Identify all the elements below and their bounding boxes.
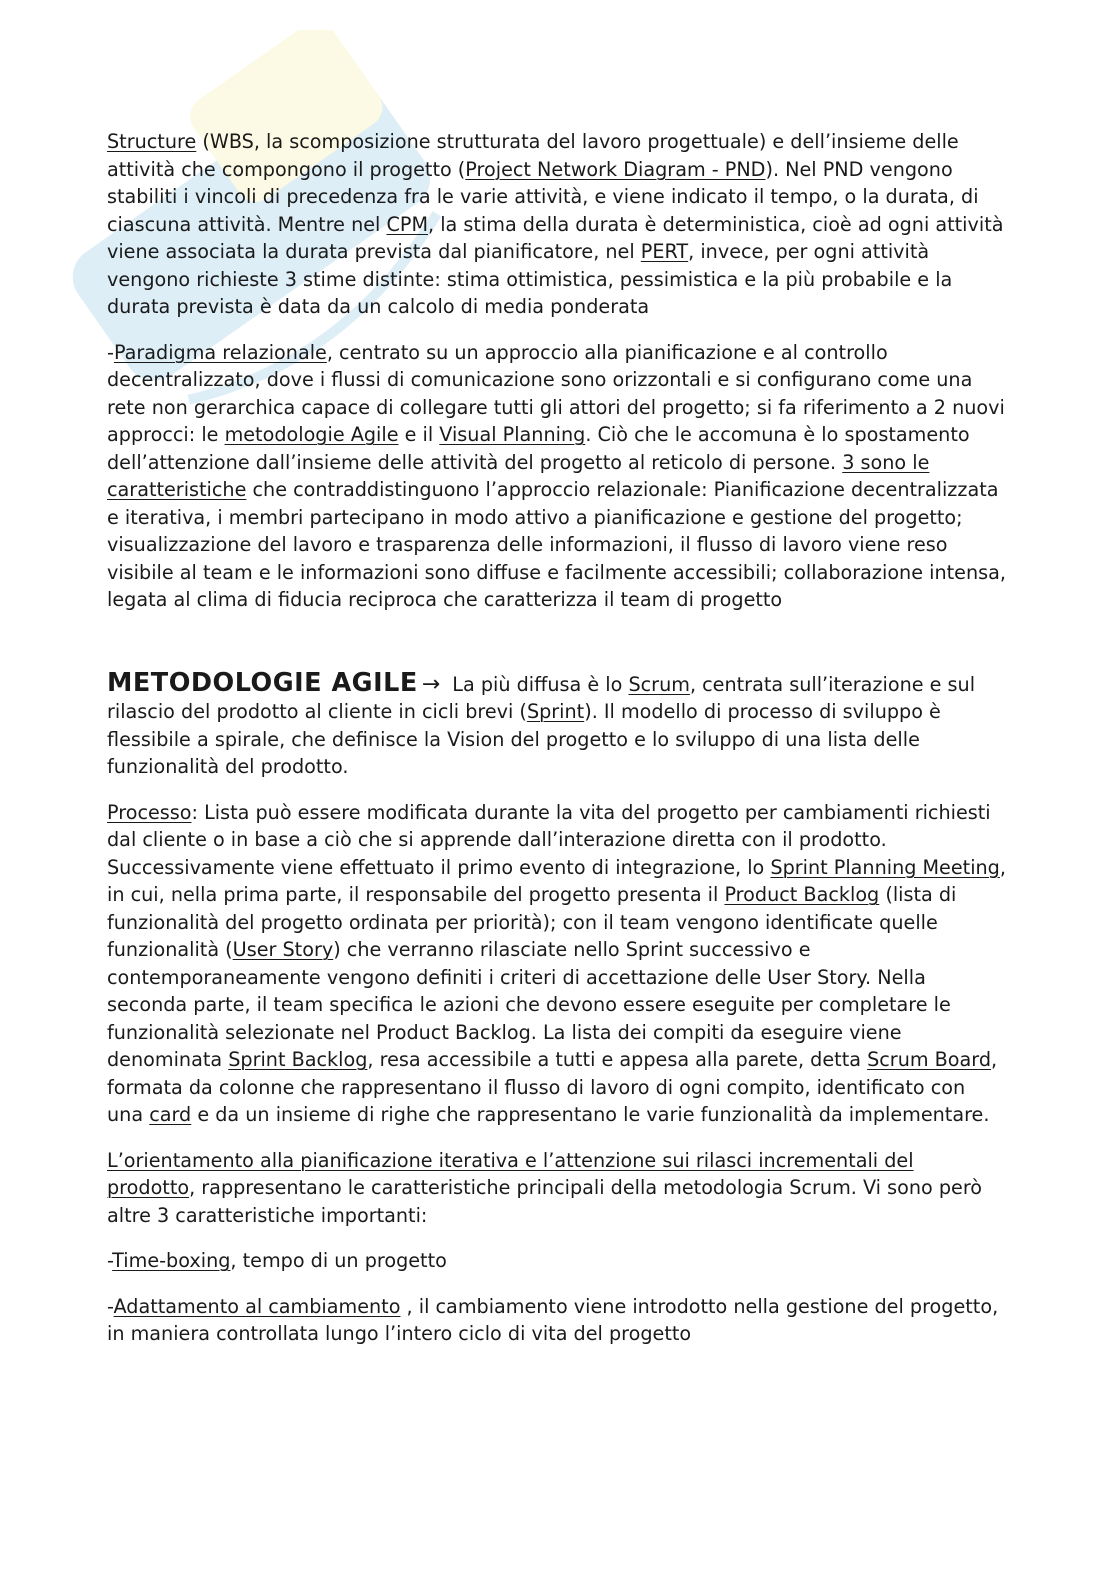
paragraph-paradigma-relazionale: -Paradigma relazionale, centrato su un approccio alla pianificazione e al controllo decentralizzato, dove i flussi di comunicazione sono orizzontali e si configurano come una rete non gerarchica capace di collegare tutti gli attori del progetto; si fa riferimento a 2 nuovi approcci: le metodologie Agile e il Visual Planning. Ciò che le accomuna è lo spostamento dell’attenzione dall’insieme delle attività del progetto al reticolo di persone. 3 sono le caratteristiche che contraddistinguono l’approccio relazionale: Pianificazione decentralizzata e iterativa, i membri partecipano in modo attivo a pianificazione e gestione del progetto; visualizzazione del lavoro e trasparenza delle informazioni, il flusso di lavoro viene reso visibile al team e le informazioni sono diffuse e facilmente accessibili; collaborazione intensa, legata al clima di fiducia reciproca che caratterizza il team di progetto bbox=[107, 340, 1006, 611]
section-heading: METODOLOGIE AGILE bbox=[107, 667, 418, 698]
link-sprint-planning-meeting: Sprint Planning Meeting bbox=[770, 855, 1000, 879]
link-cpm: CPM bbox=[386, 212, 429, 236]
link-scrum: Scrum bbox=[628, 672, 690, 696]
link-scrum-board: Scrum Board bbox=[867, 1048, 992, 1071]
paragraph-processo: Processo: Lista può essere modificata durante la vita del progetto per cambiamenti richiesti dal cliente o in base a ciò che si apprende dall’interazione diretta con il prodotto. Successivamente viene effettuato il primo evento di integrazione, lo Sprint Planning Meeting, in cui, nella prima parte, il responsabile del progetto presenta il Product Backlog (lista di funzionalità del progetto ordinata per priorità); con il team vengono identificate quelle funzionalità (User Story) che verranno rilasciate nello Sprint successivo e contemporaneamente vengono definiti i criteri di accettazione delle User Story. Nella seconda parte, il team specifica le azioni che devono essere eseguite per completare le funzionalità selezionate nel Product Backlog. La lista dei compiti da eseguire viene denominata Sprint Backlog, resa accessibile a tutti e appesa alla parete, detta Scrum Board, formata da colonne che rappresentano il flusso di lavoro di ogni compito, identificato con una card e da un insieme di righe che rappresentano le varie funzionalità da implementare. bbox=[107, 800, 1006, 1126]
link-adattamento: Adattamento al cambiamento bbox=[113, 1294, 401, 1318]
link-sprint: Sprint bbox=[526, 700, 585, 723]
link-sprint-backlog: Sprint Backlog bbox=[228, 1048, 368, 1071]
paragraph-wbs-pnd: Structure (WBS, la scomposizione strutturata del lavoro progettuale) e dell’insieme delle attività che compongono il progetto (Project Network Diagram - PND). Nel PND vengono stabiliti i vincoli di precedenza fra le varie attività, e viene indicato il tempo, o la durata, di ciascuna attività. Mentre nel CPM, la stima della durata è deterministica, cioè ad ogni attività viene associata la durata prevista dal pianificatore, nel PERT, invece, per ogni attività vengono richieste 3 stime distinte: stima ottimistica, pessimistica e la più probabile e la durata prevista è data da un calcolo di media ponderata bbox=[107, 130, 1004, 318]
link-3-caratteristiche: 3 sono le caratteristiche bbox=[107, 450, 930, 501]
link-paradigma-relazionale: Paradigma relazionale bbox=[113, 340, 327, 364]
document-body bbox=[107, 128, 1007, 1366]
link-time-boxing: Time-boxing bbox=[112, 1249, 231, 1272]
link-product-backlog: Product Backlog bbox=[724, 883, 880, 906]
link-pert: PERT bbox=[640, 240, 689, 263]
paragraph-orientamento: L’orientamento alla pianificazione iterativa e l’attenzione sui rilasci incrementali del prodotto, rappresentano le caratteristiche principali della metodologia Scrum. Vi sono però altre 3 caratteristiche importanti: bbox=[107, 1148, 983, 1227]
link-metodologie-agile: metodologie Agile bbox=[224, 423, 399, 446]
link-user-story: User Story bbox=[232, 938, 334, 961]
link-processo: Processo bbox=[107, 800, 192, 824]
paragraph-adattamento: -Adattamento al cambiamento , il cambiamento viene introdotto nella gestione del progetto, in maniera controllata lungo l’intero ciclo di vita del progetto bbox=[107, 1294, 999, 1345]
link-visual-planning: Visual Planning bbox=[439, 423, 586, 446]
link-project-network-diagram: Project Network Diagram - PND bbox=[465, 157, 766, 181]
paragraph-time-boxing: -Time-boxing, tempo di un progetto bbox=[107, 1249, 447, 1272]
link-card: card bbox=[149, 1103, 192, 1126]
link-orientamento: L’orientamento alla pianificazione iterativa e l’attenzione sui rilasci incrementali del prodotto bbox=[107, 1148, 914, 1199]
link-structure: Structure bbox=[107, 130, 197, 153]
arrow-right-icon: → bbox=[421, 671, 441, 697]
paragraph-metodologie-agile: METODOLOGIE AGILE → La più diffusa è lo Scrum, centrata sull’iterazione e sul rilascio del prodotto al cliente in cicli brevi (Sprint). Il modello di processo di sviluppo è flessibile a spirale, che definisce la Vision del progetto e lo sviluppo di una lista delle funzionalità del prodotto. bbox=[107, 667, 976, 778]
